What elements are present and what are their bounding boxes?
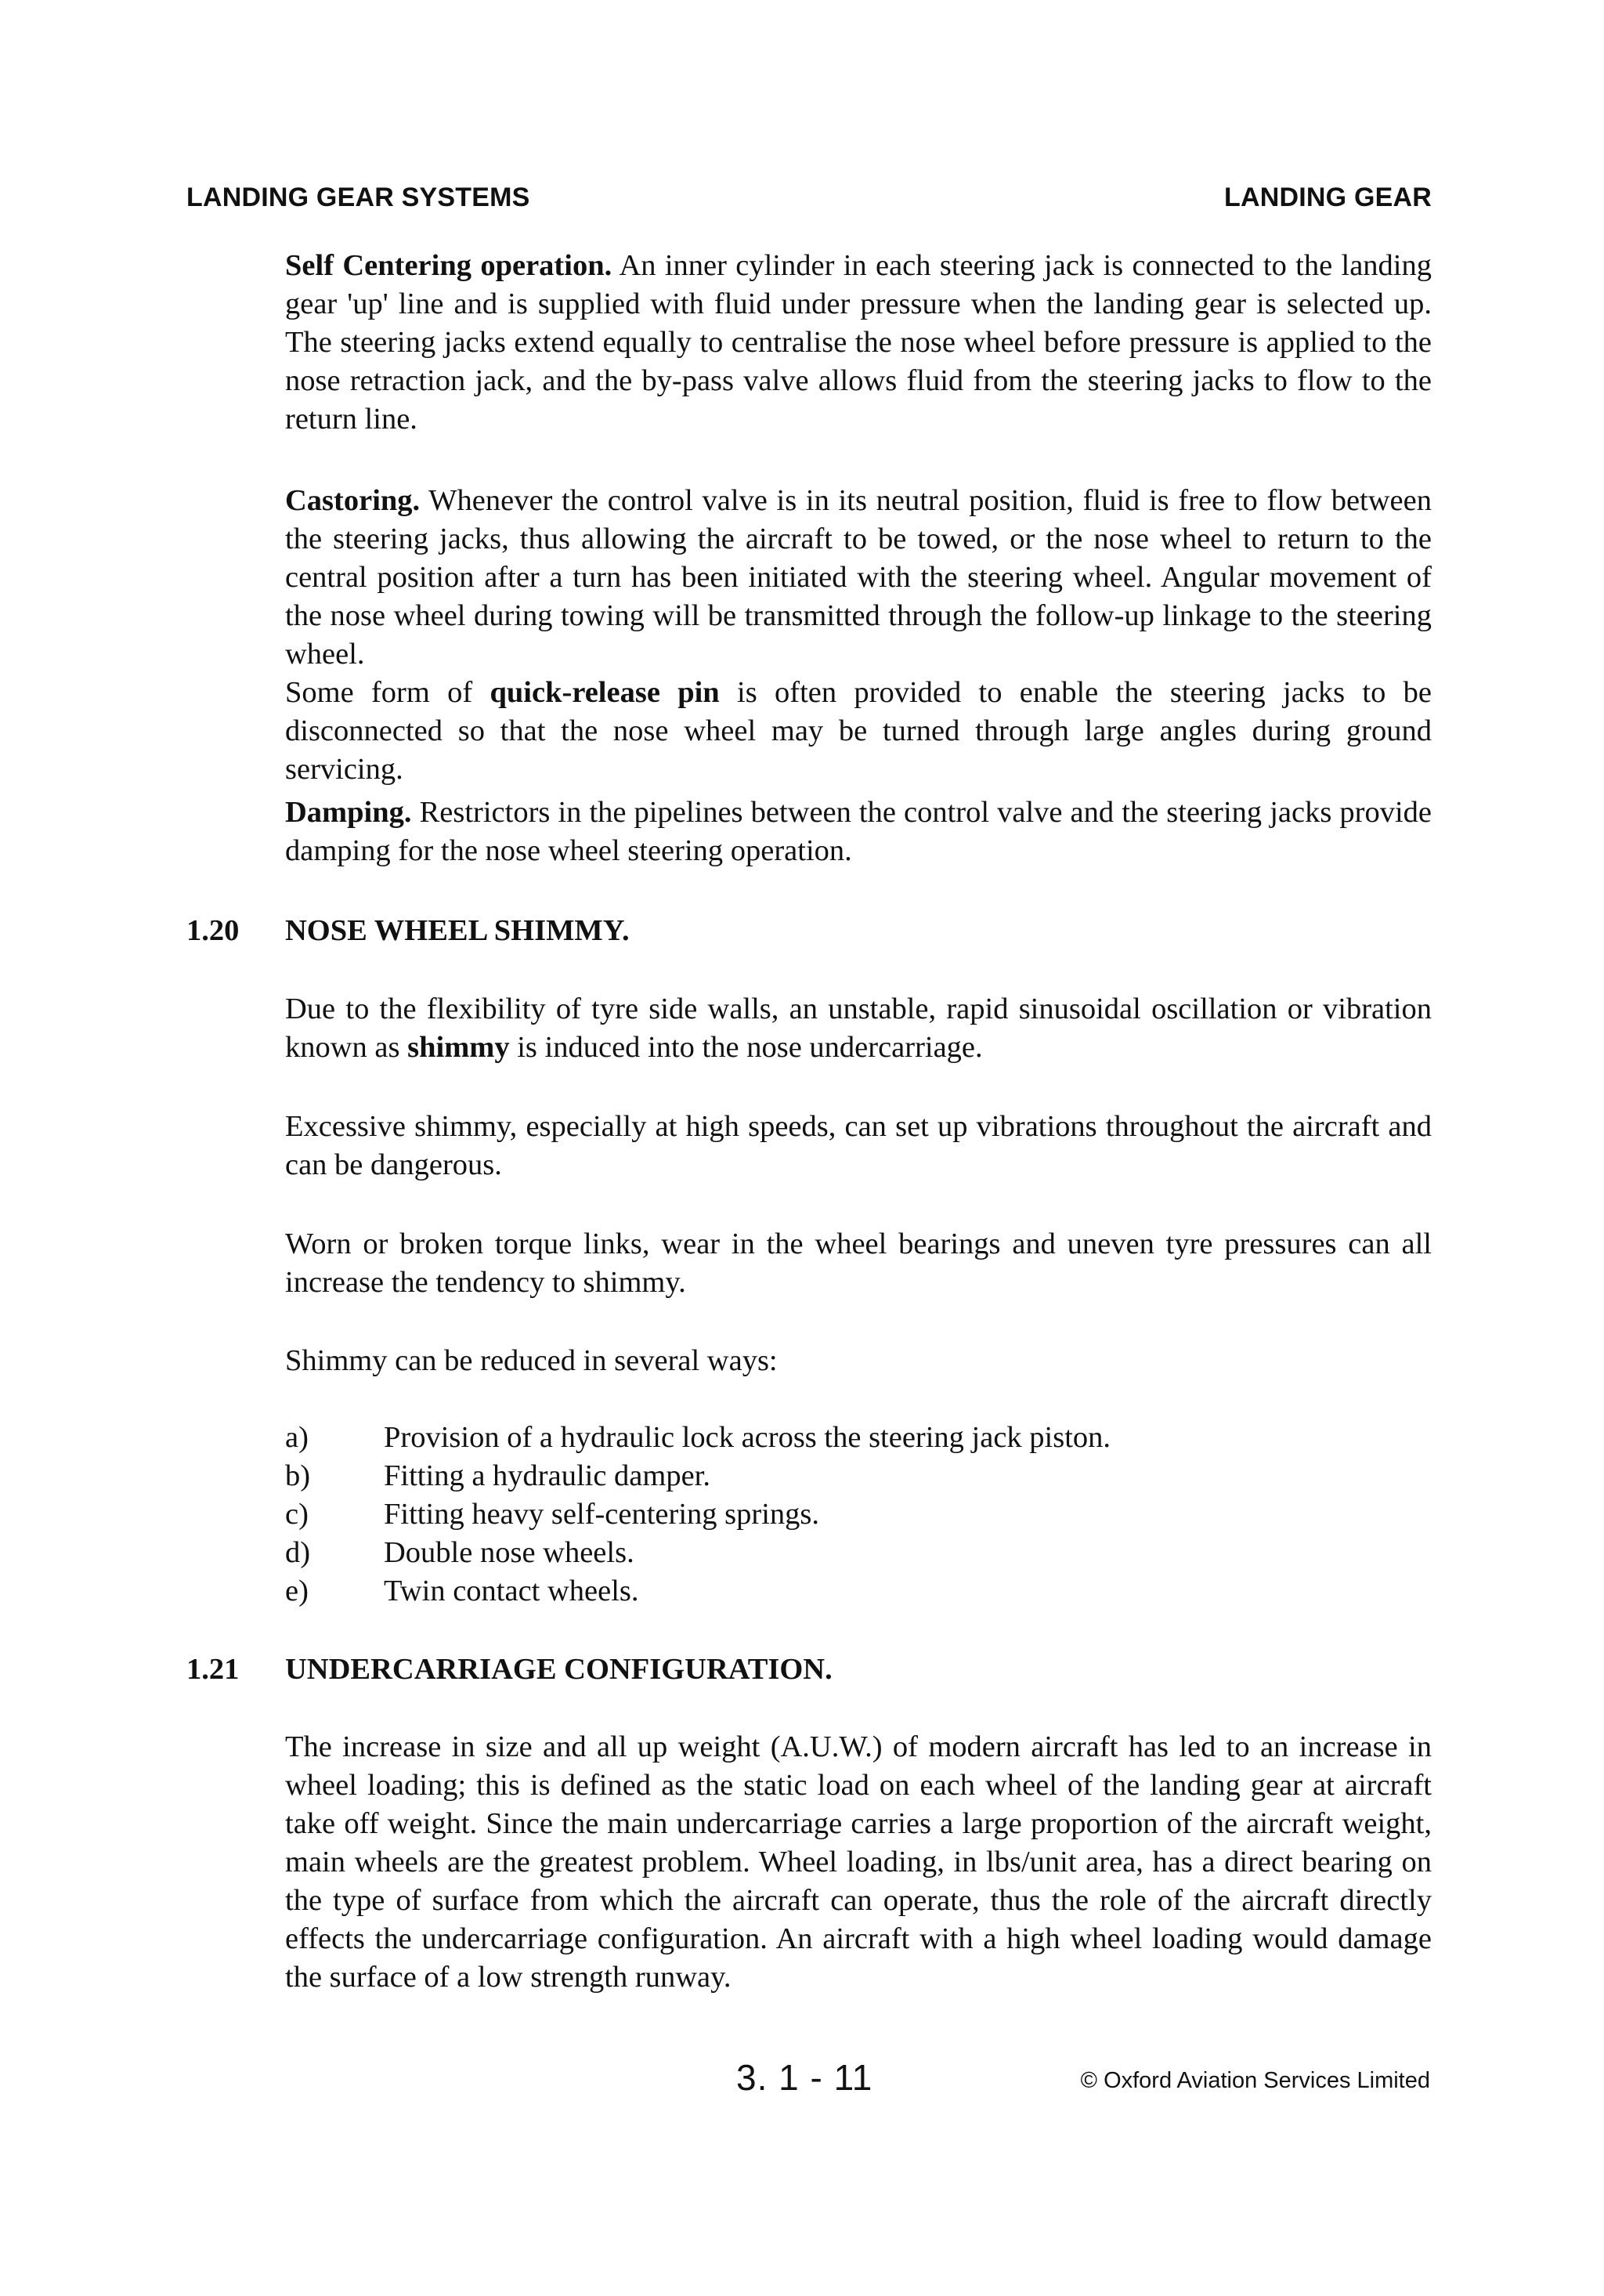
section-number: 1.20 — [186, 914, 240, 947]
castoring-text: Whenever the control valve is in its neutral position, fluid is free to flow between the steering jacks, thus allowing the aircraft to be towed, or the nose wheel to return to the central position after a turn has been initiated with the steering wheel. Angular movement of the nose wheel during towing will be transmitted through the follow-up linkage to the steering wheel. — [285, 484, 1432, 671]
shimmy-p1-before: Due to the flexibility of tyre side walls, an unstable, rapid sinusoidal oscillation or vibration known as — [285, 993, 1432, 1064]
header-left: LANDING GEAR SYSTEMS — [186, 183, 530, 212]
page-number: 3. 1 - 11 — [736, 2057, 873, 2098]
shimmy-paragraph-2 — [285, 1108, 1432, 1184]
shimmy-p1-bold: shimmy — [407, 1031, 510, 1064]
castoring-paragraph — [285, 482, 1432, 789]
list-item — [285, 1495, 1432, 1534]
list-marker: a) — [285, 1421, 309, 1454]
damping-lead: Damping. — [285, 796, 412, 829]
damping-paragraph — [285, 794, 1432, 870]
self-centering-text: An inner cylinder in each steering jack is connected to the landing gear 'up' line and is supplied with fluid under pressure when the landing gear is selected up. The steering jacks extend equally to centralise the nose wheel before pressure is applied to the nose retraction jack, and the by-pass valve allows fluid from the steering jacks to flow to the return line. — [285, 249, 1432, 436]
list-item-text: Fitting heavy self-centering springs. — [384, 1498, 819, 1531]
shimmy-paragraph-3 — [285, 1225, 1432, 1302]
list-item-text: Twin contact wheels. — [384, 1575, 639, 1607]
header-right: LANDING GEAR — [1224, 183, 1432, 212]
list-item — [285, 1534, 1432, 1572]
configuration-paragraph — [285, 1728, 1432, 1997]
castoring-lead: Castoring. — [285, 484, 421, 517]
configuration-text: The increase in size and all up weight (A.U.W.) of modern aircraft has led to an increase in wheel loading; this is defined as the static load on each wheel of the landing gear at aircraft take off weight. Since the main undercarriage carries a large proportion of the aircraft weight, main wheels are the greatest problem. Wheel loading, in lbs/unit area, has a direct bearing on the type of surface from which the aircraft can operate, thus the role of the aircraft directly effects the undercarriage configuration. An aircraft with a high wheel loading would damage the surface of a low strength runway. — [285, 1730, 1432, 1994]
copyright-notice: © Oxford Aviation Services Limited — [1080, 2068, 1430, 2093]
list-item — [285, 1457, 1432, 1495]
section-number: 1.21 — [186, 1653, 240, 1686]
self-centering-lead: Self Centering operation. — [285, 249, 612, 282]
shimmy-p3-text: Worn or broken torque links, wear in the wheel bearings and uneven tyre pressures can all increase the tendency to shimmy. — [285, 1228, 1432, 1299]
list-item-text: Provision of a hydraulic lock across the steering jack piston. — [384, 1421, 1111, 1454]
shimmy-p2-text: Excessive shimmy, especially at high speeds, can set up vibrations throughout the aircraft and can be dangerous. — [285, 1110, 1432, 1181]
section-title: NOSE WHEEL SHIMMY. — [285, 914, 630, 947]
list-item — [285, 1572, 1432, 1611]
list-marker: c) — [285, 1498, 309, 1531]
running-header — [186, 183, 1432, 222]
list-marker: e) — [285, 1575, 309, 1607]
quick-release-before: Some form of — [285, 676, 490, 709]
list-item-text: Double nose wheels. — [384, 1536, 634, 1569]
list-item — [285, 1419, 1432, 1457]
list-marker: d) — [285, 1536, 311, 1569]
section-title: UNDERCARRIAGE CONFIGURATION. — [285, 1653, 833, 1686]
damping-text: Restrictors in the pipelines between the control valve and the steering jacks provide damping for the nose wheel steering operation. — [285, 796, 1432, 867]
quick-release-after: is often provided to enable the steering jacks to be disconnected so that the nose wheel may be turned through large angles during ground servicing. — [285, 676, 1432, 786]
quick-release-paragraph — [285, 674, 1432, 789]
quick-release-bold: quick-release pin — [490, 676, 720, 709]
shimmy-paragraph-4 — [285, 1342, 1432, 1380]
self-centering-paragraph — [285, 247, 1432, 439]
list-item-text: Fitting a hydraulic damper. — [384, 1459, 710, 1492]
shimmy-p4-text: Shimmy can be reduced in several ways: — [285, 1344, 778, 1377]
shimmy-paragraph-1 — [285, 990, 1432, 1067]
list-marker: b) — [285, 1459, 311, 1492]
shimmy-p1-after: is induced into the nose undercarriage. — [509, 1031, 983, 1064]
shimmy-reduction-list — [285, 1419, 1432, 1611]
